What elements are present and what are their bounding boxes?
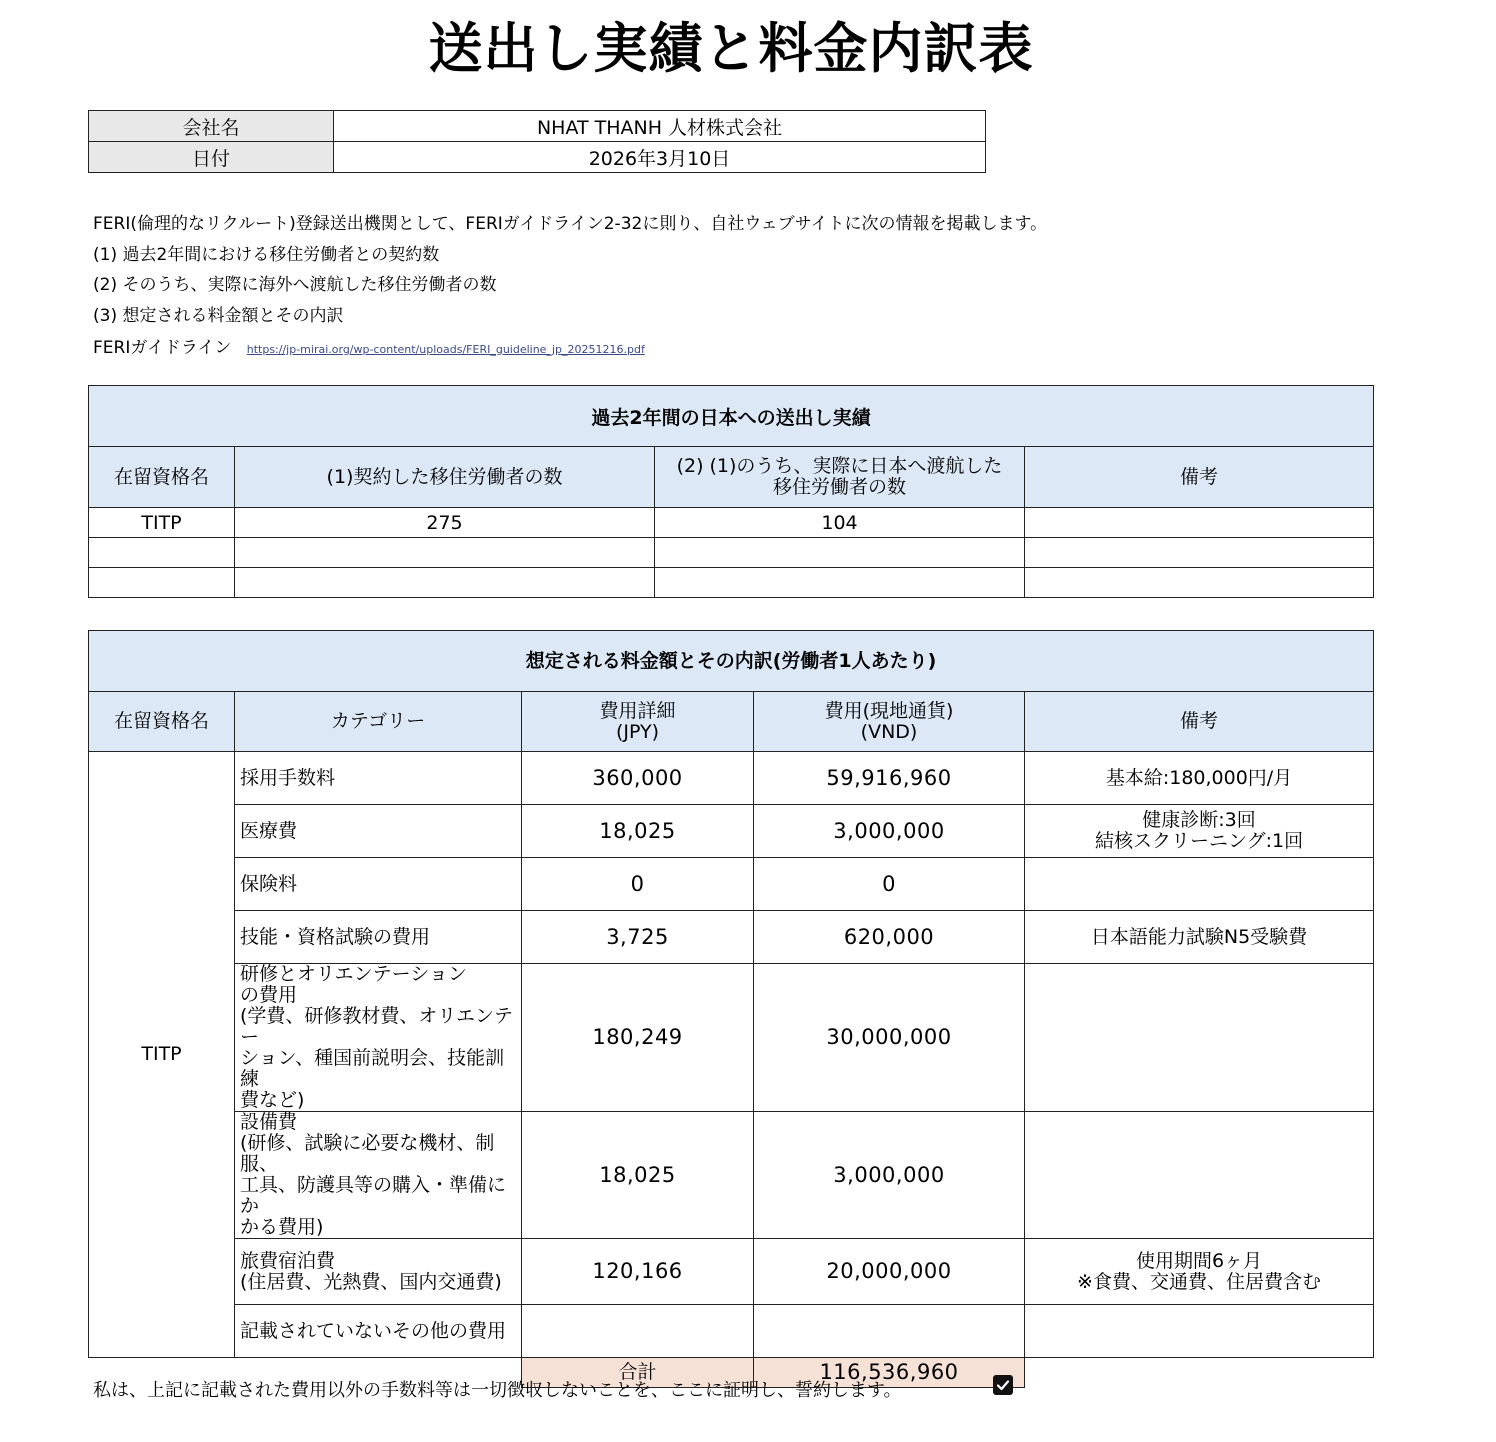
company-name-label: 会社名 (89, 111, 334, 142)
fee-vnd: 20,000,000 (754, 1239, 1025, 1305)
total-label: 合計 (522, 1358, 754, 1388)
row-contracted (235, 538, 655, 568)
fee-category (235, 1112, 522, 1239)
fee-category (235, 805, 522, 858)
fees-header-status: 在留資格名 (89, 692, 235, 752)
fee-vnd: 3,000,000 (754, 1112, 1025, 1239)
table-row (89, 1239, 1374, 1305)
results-header-departed-line1: (2) (1)のうち、実際に日本へ渡航した (676, 455, 1003, 477)
table-row (89, 508, 1374, 538)
results-title: 過去2年間の日本への送出し実績 (89, 386, 1374, 447)
category-line: 技能・資格試験の費用 (240, 925, 431, 948)
category-line: の費用 (240, 984, 298, 1006)
fee-remarks (1025, 964, 1374, 1112)
fee-category (235, 1239, 522, 1305)
fee-category (235, 1305, 522, 1358)
fee-breakdown-table (88, 630, 1374, 1388)
remarks-line: 日本語能力試験N5受験費 (1090, 925, 1308, 948)
fees-header-jpy-line2: (JPY) (615, 720, 660, 743)
fee-vnd: 0 (754, 858, 1025, 911)
category-line: 設備費 (240, 1111, 298, 1133)
category-line: 採用手数料 (240, 766, 336, 789)
category-line: (研修、試験に必要な機材、制服、 (240, 1132, 495, 1175)
row-remarks (1025, 508, 1374, 538)
category-line: 保険料 (240, 872, 298, 895)
fees-status: TITP (89, 752, 235, 1358)
results-header-departed-line2: 移住労働者の数 (772, 476, 906, 498)
guideline-label: FERIガイドライン (93, 338, 232, 358)
intro-item-2: (2) そのうち、実際に海外へ渡航した移住労働者の数 (93, 275, 497, 295)
fee-remarks (1025, 1239, 1374, 1305)
pledge-text: 私は、上記に記載された費用以外の手数料等は一切徴収しないことを、ここに証明し、誓約します。 (93, 1380, 902, 1401)
category-line: ション、種国前説明会、技能訓練 (240, 1047, 505, 1090)
results-header-status: 在留資格名 (89, 447, 235, 508)
fees-header-vnd-line2: (VND) (860, 720, 918, 743)
fee-jpy: 18,025 (522, 805, 754, 858)
fee-vnd: 59,916,960 (754, 752, 1025, 805)
company-info-table (88, 110, 986, 173)
fee-remarks (1025, 805, 1374, 858)
category-line: 旅費宿泊費 (240, 1249, 336, 1272)
guideline-line (93, 336, 645, 362)
table-row (89, 568, 1374, 598)
results-header-remarks: 備考 (1025, 447, 1374, 508)
category-line: 研修とオリエンテーション (240, 963, 467, 985)
fee-remarks (1025, 752, 1374, 805)
results-header-contracted: (1)契約した移住労働者の数 (235, 447, 655, 508)
company-name-value: NHAT THANH 人材株式会社 (334, 111, 986, 142)
fees-header-category: カテゴリー (235, 692, 522, 752)
fee-remarks (1025, 911, 1374, 964)
row-departed (655, 568, 1025, 598)
checkmark-icon (996, 1378, 1010, 1392)
row-status (89, 538, 235, 568)
remarks-line: 結核スクリーニング:1回 (1094, 830, 1304, 852)
intro-text: FERI(倫理的なリクルート)登録送出機関として、FERIガイドライン2-32に則り、自社ウェブサイトに次の情報を掲載します。 (93, 214, 1048, 234)
dispatch-results-table (88, 385, 1374, 598)
remarks-line: 健康診断:3回 (1142, 809, 1256, 831)
fee-jpy (522, 1305, 754, 1358)
fee-jpy: 180,249 (522, 964, 754, 1112)
pledge-checkbox[interactable] (993, 1375, 1013, 1395)
category-line: 医療費 (240, 819, 298, 842)
table-row (89, 805, 1374, 858)
category-line: 記載されていないその他の費用 (240, 1319, 507, 1342)
intro-item-1: (1) 過去2年間における移住労働者との契約数 (93, 245, 440, 265)
total-value: 116,536,960 (754, 1358, 1025, 1388)
row-contracted: 275 (235, 508, 655, 538)
fees-header-remarks: 備考 (1025, 692, 1374, 752)
fee-jpy: 360,000 (522, 752, 754, 805)
remarks-line: 使用期間6ヶ月 (1135, 1249, 1263, 1272)
fees-header-jpy (522, 692, 754, 752)
fee-category (235, 858, 522, 911)
remarks-line: 基本給:180,000円/月 (1105, 766, 1293, 789)
fees-header-vnd (754, 692, 1025, 752)
page-title: 送出し実績と料金内訳表 (428, 17, 1034, 80)
fee-remarks (1025, 1305, 1374, 1358)
table-row (89, 1112, 1374, 1239)
fee-vnd: 620,000 (754, 911, 1025, 964)
date-label: 日付 (89, 142, 334, 173)
row-departed (655, 538, 1025, 568)
fee-remarks (1025, 858, 1374, 911)
fee-category (235, 911, 522, 964)
remarks-line: ※食費、交通費、住居費含む (1077, 1270, 1321, 1293)
row-status: TITP (89, 508, 235, 538)
results-header-departed (655, 447, 1025, 508)
fee-vnd (754, 1305, 1025, 1358)
table-row (89, 911, 1374, 964)
date-value: 2026年3月10日 (334, 142, 986, 173)
category-line: (学費、研修教材費、オリエンテー (240, 1005, 514, 1048)
row-remarks (1025, 538, 1374, 568)
table-row (89, 752, 1374, 805)
row-status (89, 568, 235, 598)
fees-header-vnd-line1: 費用(現地通貨) (824, 699, 954, 722)
fee-jpy: 120,166 (522, 1239, 754, 1305)
fee-vnd: 3,000,000 (754, 805, 1025, 858)
category-line: 工具、防護具等の購入・準備にか (240, 1174, 507, 1217)
category-line: 費など) (240, 1089, 305, 1111)
fees-title: 想定される料金額とその内訳(労働者1人あたり) (89, 631, 1374, 692)
fee-jpy: 3,725 (522, 911, 754, 964)
table-row (89, 1305, 1374, 1358)
fee-remarks (1025, 1112, 1374, 1239)
table-row (89, 964, 1374, 1112)
row-contracted (235, 568, 655, 598)
table-row (89, 538, 1374, 568)
table-row (89, 858, 1374, 911)
intro-item-3: (3) 想定される料金額とその内訳 (93, 306, 344, 326)
guideline-link[interactable]: https://jp-mirai.org/wp-content/uploads/FERI_guideline_jp_20251216.pdf (246, 343, 645, 356)
fee-category (235, 752, 522, 805)
fee-category (235, 964, 522, 1112)
fees-header-jpy-line1: 費用詳細 (599, 699, 676, 722)
fee-vnd: 30,000,000 (754, 964, 1025, 1112)
category-line: かる費用) (240, 1216, 324, 1238)
category-line: (住居費、光熱費、国内交通費) (240, 1270, 502, 1293)
row-departed: 104 (655, 508, 1025, 538)
fee-jpy: 18,025 (522, 1112, 754, 1239)
row-remarks (1025, 568, 1374, 598)
fee-jpy: 0 (522, 858, 754, 911)
